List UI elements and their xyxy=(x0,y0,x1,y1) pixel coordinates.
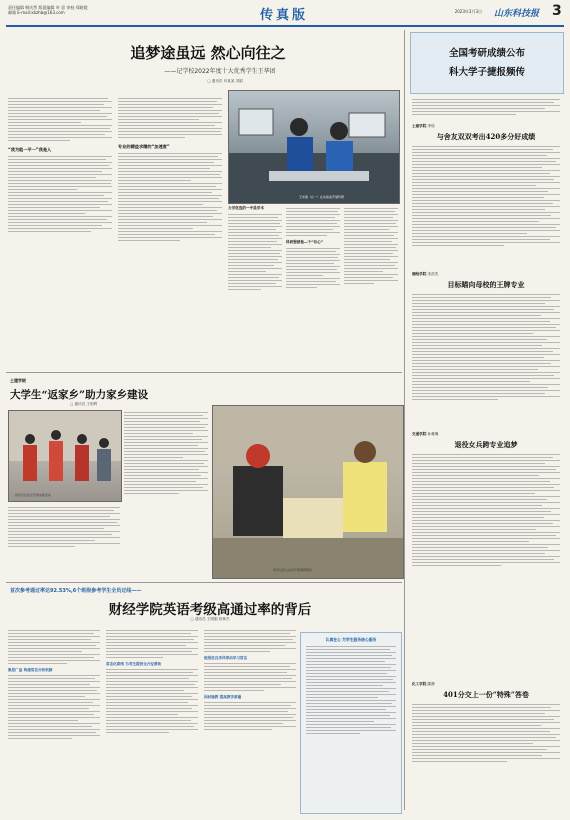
editor-info xyxy=(8,5,178,21)
right-section-3-title: 退役女兵跨专业追梦 xyxy=(454,440,518,449)
middle-photo-right-caption: 同学们深入乡村开展调研服务 xyxy=(273,568,313,572)
lead-subhead-2: 专业的精益求精的“加速度” xyxy=(118,144,170,149)
middle-headline: 大学生“返家乡”助力家乡建设 xyxy=(10,389,149,401)
email-line: 邮箱 E-mail:xbzhb@163.com xyxy=(8,10,65,15)
lead-column-3 xyxy=(228,206,282,366)
paper-logo: 山东科技报 xyxy=(494,9,540,19)
lead-photo-caption: 王华团（右一）在实验室开展科研 xyxy=(299,195,345,199)
bottom-sidebar xyxy=(300,632,402,814)
page-number: 3 xyxy=(552,3,562,19)
lead-subhead-3: 力学优选的一半是学术 xyxy=(228,206,264,210)
village-survey-image xyxy=(213,406,403,578)
bottom-kicker: 首次参考通过率达92.53%,6个班级参考学生全员过线—— xyxy=(10,588,142,594)
bottom-subhead-3: 班级优良学风带动学习常态 xyxy=(204,656,248,660)
middle-byline: ▢ 通讯员 王明利 xyxy=(70,402,98,406)
right-section-4-title: 401分交上一份“特殊”答卷 xyxy=(443,690,529,699)
right-headline-box xyxy=(410,32,564,94)
lead-column-4 xyxy=(286,206,340,366)
lead-subtitle: ——记学校2022年度十大优秀学生王华团 xyxy=(164,68,276,75)
lab-scene-image xyxy=(229,91,399,203)
editor-line: 责任编辑 韩庆然 版面编辑 叶 思 审校 郑晓霞 xyxy=(8,5,88,10)
right-section-2 xyxy=(412,272,560,402)
right-headline-line-1: 全国考研成绩公布 xyxy=(448,48,525,59)
lead-subhead-4: 科研想被他—个“有心” xyxy=(286,240,324,244)
right-section-2-author: 宋浩杰 xyxy=(427,272,439,276)
lead-column-1 xyxy=(8,96,112,366)
lead-column-2 xyxy=(118,96,222,366)
middle-section-label: 土建学院 xyxy=(10,378,26,383)
bottom-subhead-2: 常态化联络 为考生提供全方位帮助 xyxy=(106,662,162,666)
lead-headline: 追梦途虽远 然心向往之 xyxy=(130,44,286,62)
bottom-column-3 xyxy=(204,628,296,814)
masthead xyxy=(0,0,570,26)
section-divider-1 xyxy=(6,372,402,373)
lead-photo xyxy=(228,90,400,204)
bottom-column-1 xyxy=(8,628,100,814)
bottom-subhead-4: 因材施教 提高教学质量 xyxy=(204,695,242,699)
middle-photo-left xyxy=(8,410,122,502)
column-divider xyxy=(404,30,405,810)
middle-column-1 xyxy=(124,410,208,580)
community-scene-image xyxy=(9,411,121,501)
section-title: 传真版 xyxy=(259,8,308,23)
lead-column-5 xyxy=(344,206,398,366)
lead-subhead-1: “我为能一平一”我是人 xyxy=(8,147,52,152)
right-headline-line-2: 科大学子捷报频传 xyxy=(448,67,525,78)
masthead-rule xyxy=(6,25,564,27)
middle-column-2 xyxy=(8,505,120,577)
right-section-1-author: 李欣 xyxy=(427,124,435,128)
middle-photo-left-caption: 同学们在社区开展实践活动 xyxy=(15,493,52,497)
sidebar-title: 认真在心 为学生服务核心服务 xyxy=(325,637,377,642)
section-divider-2 xyxy=(6,582,402,583)
right-section-1 xyxy=(412,124,560,248)
right-section-2-title: 目标瞄向母校的王牌专业 xyxy=(447,280,525,289)
right-intro xyxy=(412,97,560,117)
bottom-column-2 xyxy=(106,628,198,814)
lead-byline: ▢ 通讯员 肖某某 刘娟 xyxy=(207,79,243,83)
right-section-1-college: 土建学院 xyxy=(412,124,427,128)
right-section-4 xyxy=(412,682,560,764)
middle-photo-right xyxy=(212,405,404,579)
right-section-3 xyxy=(412,432,560,568)
right-section-4-author: 滕静 xyxy=(427,682,435,686)
bottom-byline: ▢ 通讯员 王明娟 郭林杰 xyxy=(190,617,230,621)
bottom-subhead-1: 集思广益 构建常态分析机制 xyxy=(8,668,53,672)
right-section-3-college: 交通学院 xyxy=(412,432,427,436)
issue-date: 2023年3月3日 xyxy=(454,9,482,14)
right-section-4-college: 化工学院 xyxy=(412,682,427,686)
bottom-headline: 财经学院英语考级高通过率的背后 xyxy=(108,602,312,618)
right-section-1-title: 与舍友双双考出420多分好成绩 xyxy=(436,132,536,141)
right-section-3-author: 孙雅琳 xyxy=(427,432,439,436)
right-section-2-college: 测绘学院 xyxy=(412,272,427,276)
